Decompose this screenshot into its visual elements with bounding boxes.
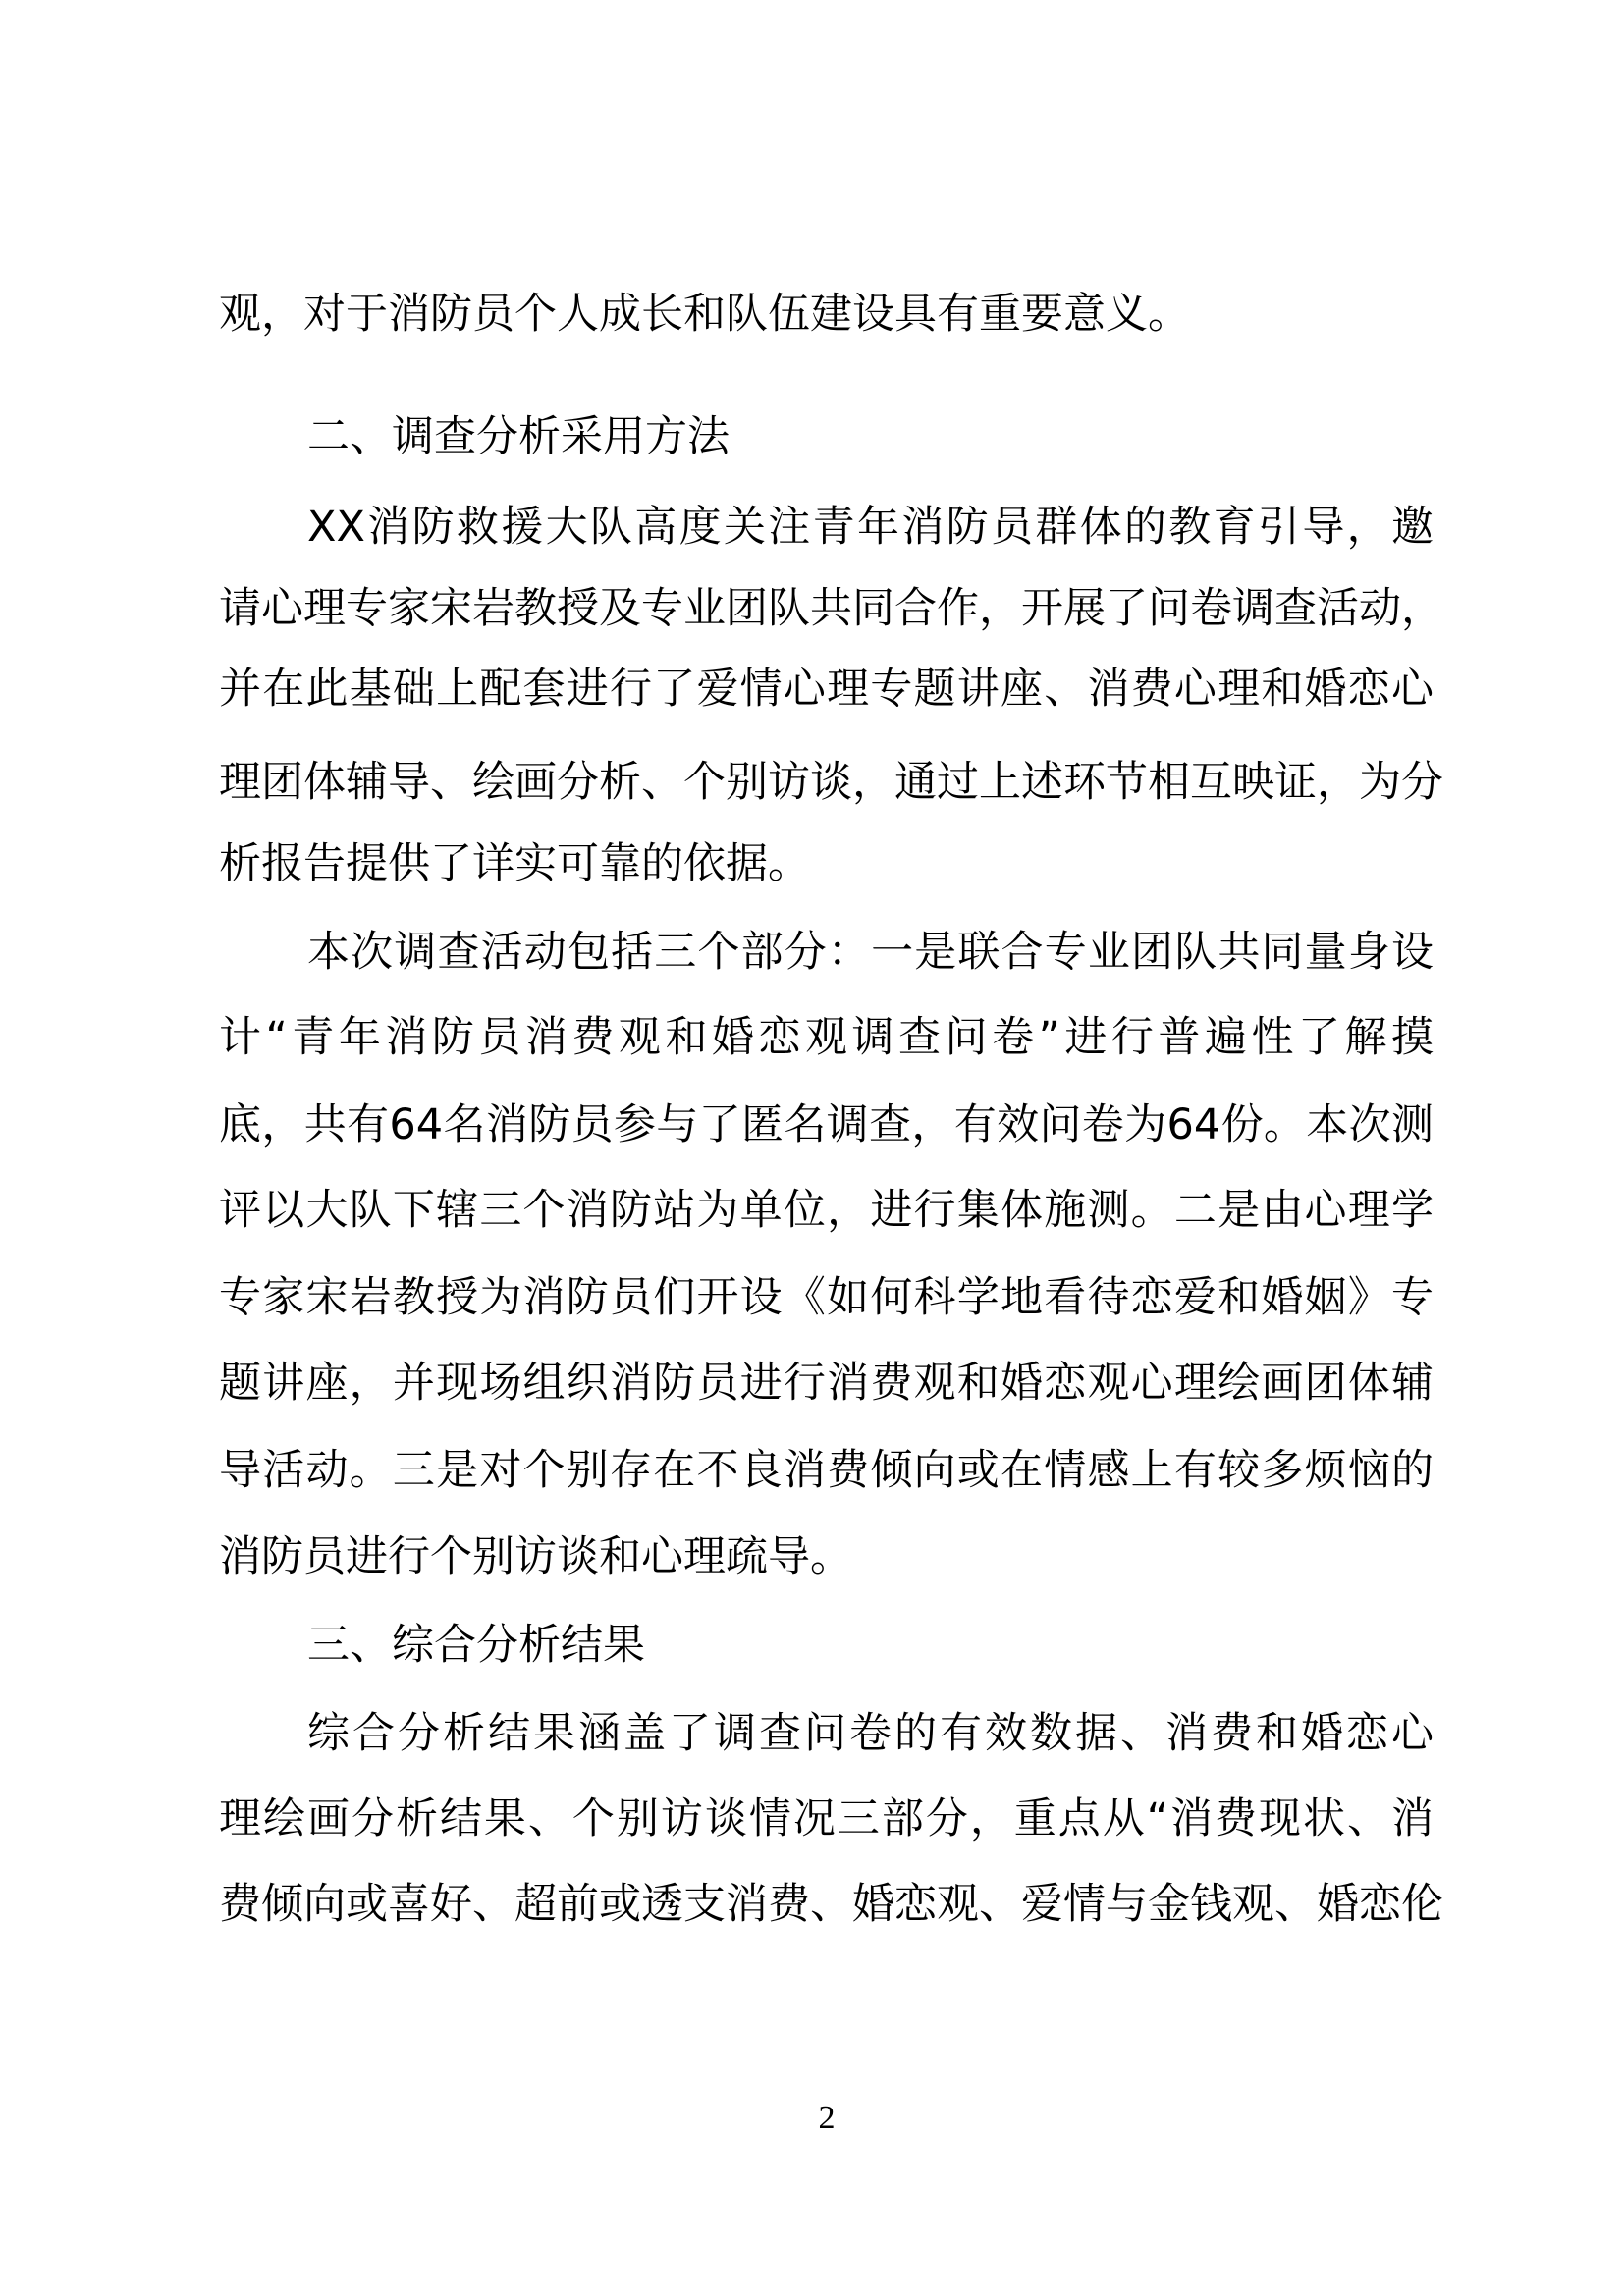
body-text-line: 并在此基础上配套进行了爱情心理专题讲座、消费心理和婚恋心 [219,665,1434,714]
body-text-line: 题讲座，并现场组织消防员进行消费观和婚恋观心理绘画团体辅 [219,1359,1434,1408]
body-text-line: 导活动。三是对个别存在不良消费倾向或在情感上有较多烦恼的 [219,1446,1434,1495]
section-heading: 二、调查分析采用方法 [307,412,730,461]
body-text-line: 理团体辅导、绘画分析、个别访谈，通过上述环节相互映证，为分 [219,758,1443,807]
section-heading: 三、综合分析结果 [307,1621,645,1670]
body-text-line: 本次调查活动包括三个部分：一是联合专业团队共同量身设 [307,928,1434,977]
body-text-line: 请心理专家宋岩教授及专业团队共同合作，开展了问卷调查活动， [219,584,1443,633]
body-text-line: 析报告提供了详实可靠的依据。 [219,839,810,888]
body-text-line: 观，对于消防员个人成长和队伍建设具有重要意义。 [219,290,1190,339]
body-text-line: 理绘画分析结果、个别访谈情况三部分，重点从“消费现状、消 [219,1794,1434,1843]
body-text-line: 计“青年消防员消费观和婚恋观调查问卷”进行普遍性了解摸 [219,1013,1434,1062]
body-text-line: 评以大队下辖三个消防站为单位，进行集体施测。二是由心理学 [219,1186,1434,1235]
body-text-line: 底，共有64名消防员参与了匿名调查，有效问卷为64份。本次测 [219,1100,1434,1149]
body-text-line: 专家宋岩教授为消防员们开设《如何科学地看待恋爱和婚姻》专 [219,1273,1434,1322]
body-text-line: 综合分析结果涵盖了调查问卷的有效数据、消费和婚恋心 [307,1709,1434,1758]
body-text-line: 费倾向或喜好、超前或透支消费、婚恋观、爱情与金钱观、婚恋伦 [219,1880,1443,1929]
page-number: 2 [818,2100,836,2136]
body-text-line: 消防员进行个别访谈和心理疏导。 [219,1532,852,1581]
body-text-line: XX消防救援大队高度关注青年消防员群体的教育引导，邀 [307,503,1434,552]
